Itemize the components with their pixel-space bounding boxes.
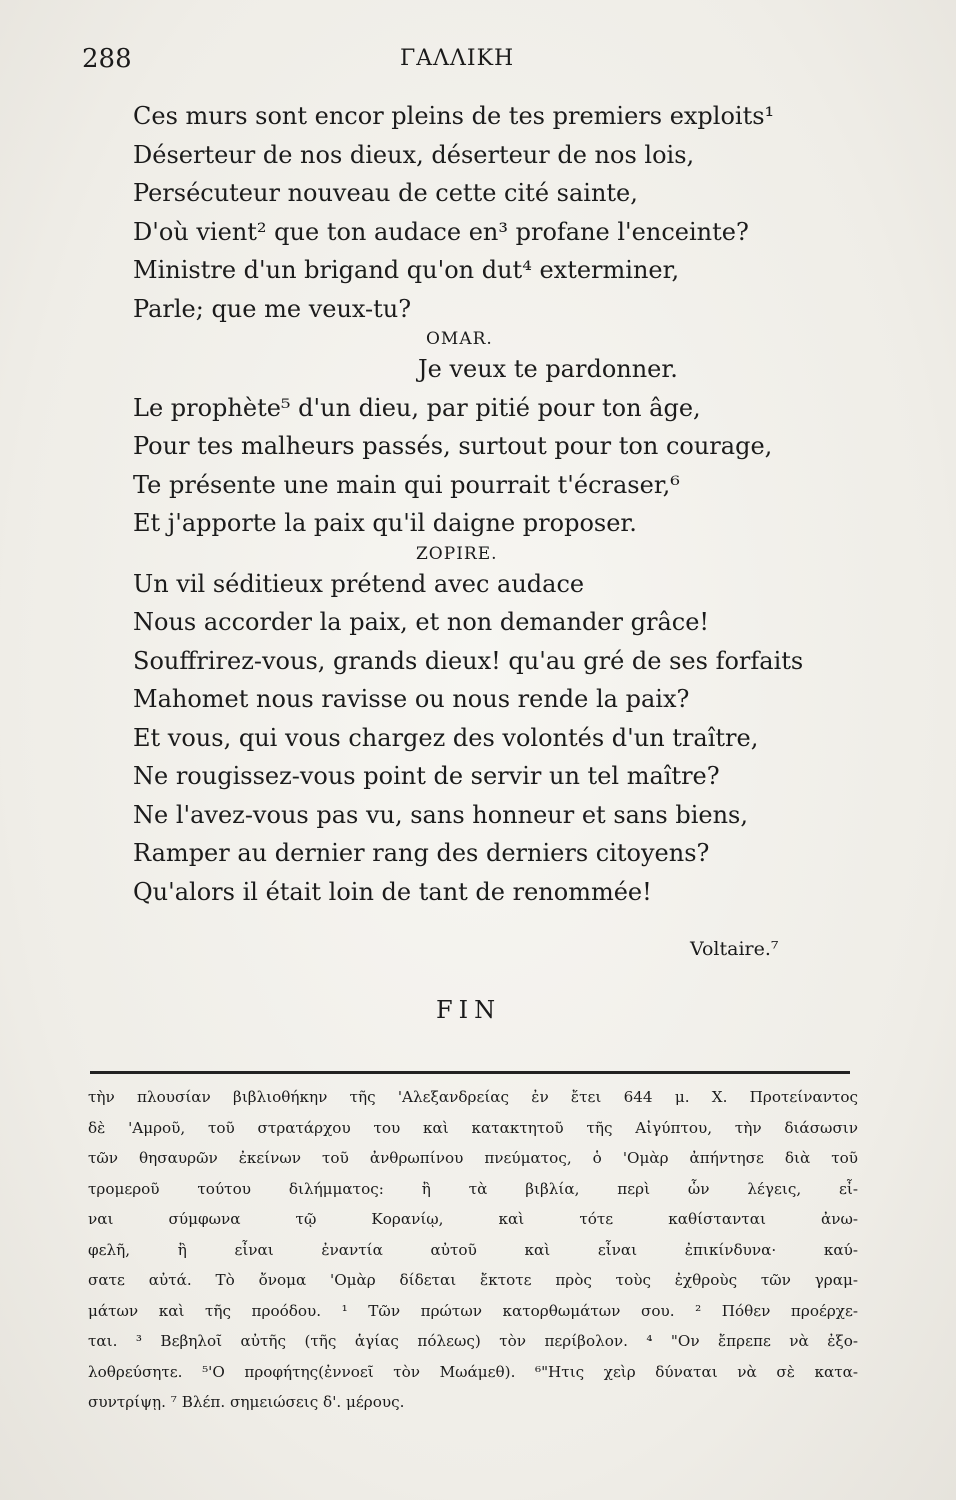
footnote-line: λοθρεύσητε. ⁵'Ο προφήτης(ἐννοεῖ τὸν Μωάμεθ). ⁶"Ητις χεὶρ δύναται νὰ σὲ κατα- [88, 1362, 858, 1381]
verse-block [133, 97, 853, 911]
verse-line: Et j'apporte la paix qu'il daigne proposer. [133, 509, 637, 537]
footnote-line: συντρίψῃ. ⁷ Βλέπ. σημειώσεις δ'. μέρους. [88, 1393, 405, 1411]
verse-line: Nous accorder la paix, et non demander grâce! [133, 608, 710, 636]
verse-line: Ramper au dernier rang des derniers citoyens? [133, 839, 710, 867]
verse-line: Souffrirez-vous, grands dieux! qu'au gré de ses forfaits [133, 646, 804, 675]
footnote-line: μάτων καὶ τῆς προόδου. ¹ Τῶν πρώτων κατορθωμάτων σου. ² Πόθεν προέρχε- [88, 1301, 858, 1320]
speaker-omar: OMAR. [426, 329, 493, 349]
footnote-line: ται. ³ Βεβηλοῖ αὐτῆς (τῆς ἁγίας πόλεως) τὸν περίβολον. ⁴ "Ον ἔπρεπε νὰ ἐξο- [88, 1332, 858, 1350]
verse-line: Persécuteur nouveau de cette cité sainte, [133, 179, 638, 207]
verse-line: Ne l'avez-vous pas vu, sans honneur et sans biens, [133, 800, 748, 829]
running-title: ΓΑΛΛΙΚΗ [400, 46, 515, 71]
fin-mark: FIN [436, 996, 502, 1024]
page-number: 288 [82, 44, 132, 74]
verse-line: Un vil séditieux prétend avec audace [133, 569, 585, 598]
verse-line: Et vous, qui vous chargez des volontés d'un traître, [133, 723, 759, 752]
verse-line: Pour tes malheurs passés, surtout pour ton courage, [133, 432, 773, 460]
speaker-zopire: ZOPIRE. [416, 543, 498, 564]
footnote-line: δὲ 'Αμροῦ, τοῦ στρατάρχου του καὶ κατακτητοῦ τῆς Αἰγύπτου, τὴν διάσωσιν [88, 1118, 858, 1137]
verse-line: Qu'alors il était loin de tant de renommée! [133, 877, 652, 906]
verse-line: Le prophète⁵ d'un dieu, par pitié pour ton âge, [133, 393, 701, 422]
footnotes [88, 1082, 858, 1418]
verse-line: Mahomet nous ravisse ou nous rende la paix? [133, 685, 690, 713]
verse-line: Te présente une main qui pourrait t'écraser,⁶ [133, 470, 680, 499]
footnote-rule [90, 1071, 850, 1074]
verse-line: Ces murs sont encor pleins de tes premiers exploits¹ [133, 102, 775, 130]
footnote-line: τὴν πλουσίαν βιβλιοθήκην τῆς 'Αλεξανδρείας ἐν ἔτει 644 μ. Χ. Προτείναντος [88, 1088, 858, 1106]
verse-line: Déserteur de nos dieux, déserteur de nos lois, [133, 140, 695, 169]
footnote-line: τῶν θησαυρῶν ἐκείνων τοῦ ἀνθρωπίνου πνεύματος, ὁ 'Ομὰρ ἀπήντησε διὰ τοῦ [88, 1149, 858, 1167]
verse-line: Je veux te pardonner. [418, 355, 678, 383]
author-attribution: Voltaire.⁷ [690, 938, 779, 960]
verse-line: D'où vient² que ton audace en³ profane l'enceinte? [133, 217, 749, 246]
footnote-line: τρομεροῦ τούτου διλήμματος: ἢ τὰ βιβλία, περὶ ὧν λέγεις, εἶ- [88, 1179, 858, 1198]
footnote-line: σατε αὐτά. Τὸ ὄνομα 'Ομὰρ δίδεται ἔκτοτε πρὸς τοὺς ἐχθροὺς τῶν γραμ- [88, 1271, 858, 1289]
verse-line: Parle; que me veux-tu? [133, 294, 412, 323]
running-head [82, 44, 872, 80]
footnote-line: φελῆ, ἢ εἶναι ἐναντία αὐτοῦ καὶ εἶναι ἐπικίνδυνα· καύ- [88, 1240, 858, 1259]
verse-line: Ministre d'un brigand qu'on dut⁴ exterminer, [133, 256, 680, 284]
footnote-line: ναι σύμφωνα τῷ Κορανίῳ, καὶ τότε καθίστανται ἀνω- [88, 1210, 858, 1228]
verse-line: Ne rougissez-vous point de servir un tel maître? [133, 762, 720, 790]
